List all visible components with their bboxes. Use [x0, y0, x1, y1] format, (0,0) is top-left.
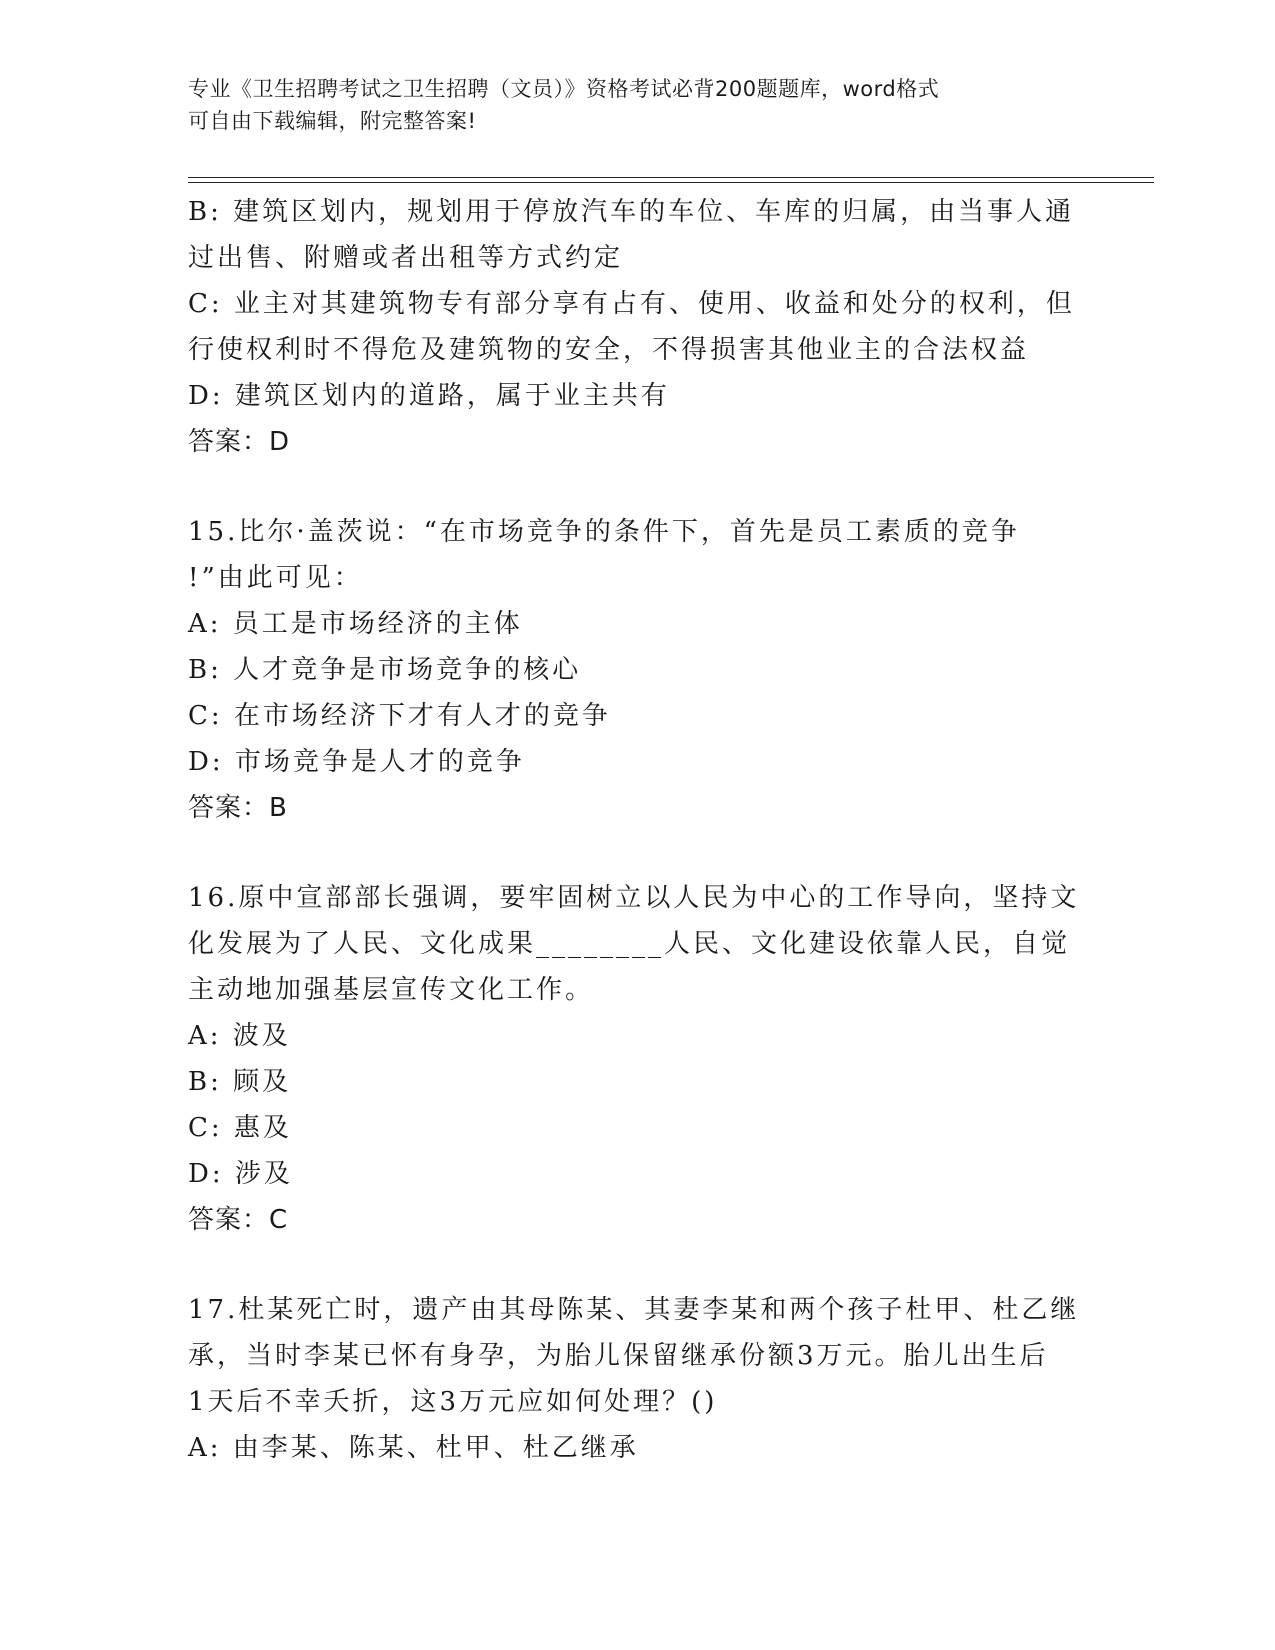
header-title-line-1: 专业《卫生招聘考试之卫生招聘（文员）》资格考试必背200题题库，word格式 [188, 77, 940, 101]
spacer [188, 1243, 1078, 1287]
question-content [188, 189, 1078, 1471]
document-header [188, 73, 1068, 137]
q14-option-c-line-2: 行使权利时不得危及建筑物的安全，不得损害其他业主的合法权益 [188, 335, 1030, 365]
q15-answer: 答案：B [188, 793, 288, 823]
q16-option-b: B: 顾及 [188, 1067, 292, 1097]
q16-stem-line-3: 主动地加强基层宣传文化工作。 [188, 975, 595, 1005]
question-17-block [188, 1287, 1078, 1471]
q16-answer: 答案：C [188, 1205, 289, 1235]
q14-option-b-line-2: 过出售、附赠或者出租等方式约定 [188, 243, 624, 273]
q15-option-c: C: 在市场经济下才有人才的竞争 [188, 701, 611, 731]
q17-stem-line-3: 1天后不幸夭折，这3万元应如何处理？() [188, 1387, 718, 1417]
q16-option-c: C: 惠及 [188, 1113, 292, 1143]
q15-option-d: D: 市场竞争是人才的竞争 [188, 747, 525, 777]
q17-option-a: A: 由李某、陈某、杜甲、杜乙继承 [188, 1433, 639, 1463]
q17-stem-line-1: 17.杜某死亡时，遗产由其母陈某、其妻李某和两个孩子杜甲、杜乙继 [188, 1295, 1080, 1325]
q15-stem-line-2: !”由此可见： [188, 563, 363, 593]
q16-option-d: D: 涉及 [188, 1159, 293, 1189]
q16-option-a: A: 波及 [188, 1021, 291, 1051]
q16-stem-line-1: 16.原中宣部部长强调，要牢固树立以人民为中心的工作导向，坚持文 [188, 883, 1080, 913]
q15-option-a: A: 员工是市场经济的主体 [188, 609, 523, 639]
q14-option-c-line-1: C: 业主对其建筑物专有部分享有占有、使用、收益和处分的权利，但 [188, 289, 1075, 319]
q14-option-b-line-1: B: 建筑区划内，规划用于停放汽车的车位、车库的归属，由当事人通 [188, 197, 1075, 227]
q15-option-b: B: 人才竞争是市场竞争的核心 [188, 655, 582, 685]
q15-stem-line-1: 15.比尔·盖茨说：“在市场竞争的条件下，首先是员工素质的竞争 [188, 517, 1020, 547]
header-title-line-2: 可自由下载编辑，附完整答案! [188, 109, 477, 133]
spacer [188, 831, 1078, 875]
header-divider-bottom [188, 182, 1154, 183]
question-15-block [188, 509, 1078, 831]
spacer [188, 465, 1078, 509]
q17-stem-line-2: 承，当时李某已怀有身孕，为胎儿保留继承份额3万元。胎儿出生后 [188, 1341, 1049, 1371]
q14-option-d: D: 建筑区划内的道路，属于业主共有 [188, 381, 670, 411]
header-divider-top [188, 177, 1154, 178]
question-16-block [188, 875, 1078, 1243]
q14-answer: 答案：D [188, 427, 291, 457]
question-14-block [188, 189, 1078, 465]
q16-stem-line-2: 化发展为了人民、文化成果________人民、文化建设依靠人民，自觉 [188, 929, 1071, 959]
